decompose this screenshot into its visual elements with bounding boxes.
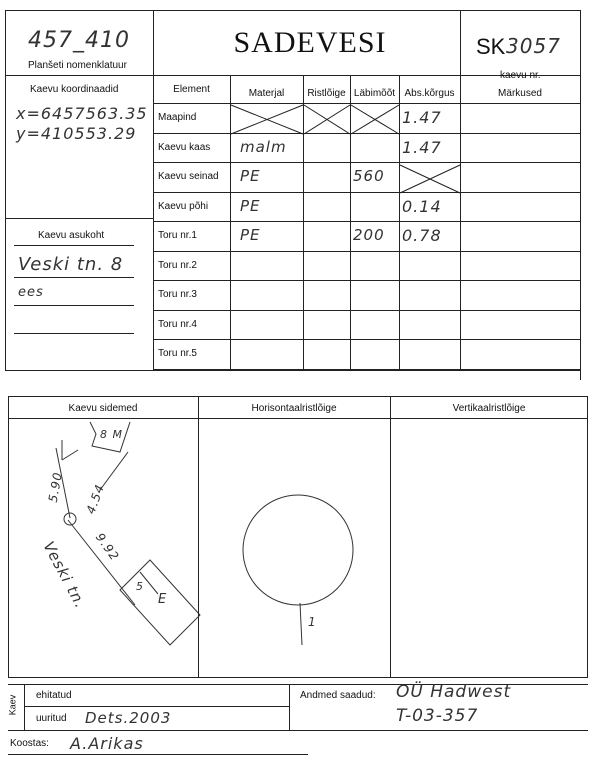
sketch-street: Veski tn. [39, 538, 90, 612]
col-vertical-header: Vertikaalristlõige [452, 403, 526, 414]
pipe-line [300, 603, 302, 645]
footer-bottom-line [8, 730, 588, 731]
location-line1: Veski tn. 8 [18, 254, 124, 275]
ehitatud-label: ehitatud [36, 690, 72, 701]
page-title: SADEVESI [233, 26, 387, 59]
table-row-element: Kaevu kaas [158, 141, 211, 153]
nomenclature-value: 457_410 [28, 28, 130, 53]
koostas-value: A.Arikas [70, 734, 144, 753]
table-row-element: Toru nr.5 [158, 348, 197, 359]
table-header-cell: Abs.kõrgus [404, 88, 455, 99]
table-row-abs: 1.47 [402, 137, 442, 157]
table-row-element: Kaevu põhi [158, 200, 209, 212]
table-header-cell: Märkused [498, 88, 542, 99]
table-header-cell: Ristlõige [307, 88, 346, 99]
andmed-value-2: T-03-357 [396, 706, 479, 726]
table-header-cell: Läbimõõt [353, 88, 396, 99]
sketch-building-a: 5 [136, 580, 144, 593]
well-no-label: kaevu nr. [500, 70, 541, 81]
koostas-rule [8, 754, 308, 755]
table-row-abs: 1.47 [402, 108, 442, 127]
table-row-abs: 0.78 [402, 226, 442, 245]
table-row-element: Toru nr.3 [158, 289, 197, 300]
table-row-materjal: PE [240, 196, 261, 215]
table-row-element: Toru nr.4 [158, 318, 197, 330]
andmed-value-1: OÜ Hadwest [396, 682, 512, 702]
sketch-building-top: 8 M [100, 428, 123, 441]
table-header-cell: Materjal [248, 88, 285, 99]
north-arrow [62, 450, 78, 460]
andmed-label: Andmed saadud: [300, 690, 376, 701]
footer-divider [289, 684, 290, 730]
sketch-building-b: E [158, 592, 168, 607]
table-row-labimoot: 200 [353, 226, 385, 244]
table-header-cell: Element [173, 84, 210, 95]
table-row-element: Maapind [158, 112, 197, 123]
location-label: Kaevu asukoht [38, 230, 105, 241]
uuritud-value: Dets.2003 [85, 709, 172, 727]
koostas-label: Koostas: [10, 738, 49, 749]
table-row-materjal: PE [240, 226, 261, 244]
sketch-dist-3: 9.92 [92, 530, 122, 564]
footer-side-label: Kaev [7, 694, 18, 716]
coord-y: y=410553.29 [16, 124, 137, 143]
well-cross-section-circle [243, 495, 353, 605]
col-horizontal-header: Horisontaalristlõige [251, 403, 337, 414]
coordinates-label: Kaevu koordinaadid [30, 84, 119, 95]
sketch-dist-2: 4.54 [83, 482, 108, 516]
location-line2: ees [18, 285, 44, 300]
table-row-element: Toru nr.1 [158, 230, 197, 241]
table-row-materjal: malm [240, 137, 287, 156]
nomenclature-label: Planšeti nomenklatuur [28, 60, 127, 71]
coord-x: x=6457563.35 [16, 104, 148, 123]
uuritud-label: uuritud [36, 713, 67, 724]
sketch-dist-1: 5.90 [45, 470, 65, 504]
col-links-header: Kaevu sidemed [68, 403, 138, 414]
pipe-label: 1 [308, 615, 317, 629]
link-line [100, 452, 128, 490]
table-row-materjal: PE [240, 167, 261, 185]
sk-number: 3057 [506, 34, 561, 58]
footer-mid-line [24, 706, 289, 707]
footer-side-divider [24, 684, 25, 730]
sk-prefix: SK [476, 34, 506, 59]
table-row-abs: 0.14 [402, 196, 442, 216]
table-row-element: Toru nr.2 [158, 259, 197, 271]
table-row-labimoot: 560 [353, 167, 385, 185]
table-row-element: Kaevu seinad [158, 171, 219, 182]
